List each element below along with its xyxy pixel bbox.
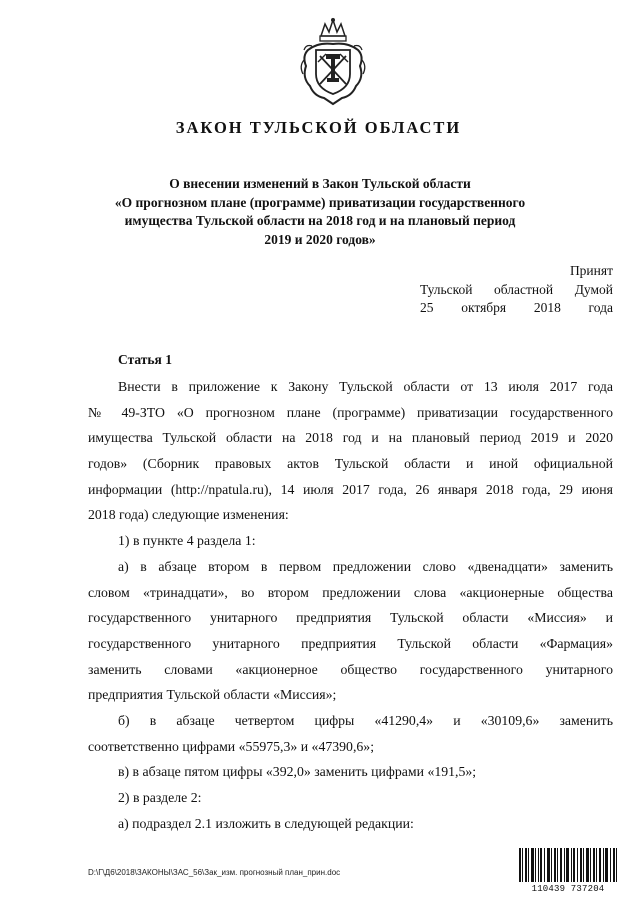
adoption-block — [420, 262, 613, 318]
law-subject — [90, 175, 550, 249]
body-line: словом «тринадцати», во втором предложении слова «акционерные общества — [88, 584, 613, 600]
subject-line: имущества Тульской области на 2018 год и на плановый период — [124, 213, 516, 228]
article-body — [88, 374, 613, 836]
body-line: 2018 года) следующие изменения: — [88, 507, 289, 523]
subject-line: «О прогнозном плане (программе) приватизации государственного — [114, 194, 526, 210]
body-line: 1) в пункте 4 раздела 1: — [118, 533, 256, 549]
body-line: имущества Тульской области на 2018 год и на плановый период 2019 и 2020 — [88, 430, 613, 446]
barcode-icon — [518, 848, 618, 882]
body-line: предприятия Тульской области «Миссия»; — [88, 687, 337, 703]
body-line: в) в абзаце пятом цифры «392,0» заменить цифрами «191,5»; — [118, 764, 477, 780]
adoption-date — [420, 299, 613, 318]
body-line: соответственно цифрами «55975,3» и «47390,6»; — [88, 738, 375, 754]
adoption-day: 25 — [420, 300, 434, 315]
body-line: 2) в разделе 2: — [118, 790, 202, 805]
adopted-label: Принят — [569, 263, 613, 278]
law-title: ЗАКОН ТУЛЬСКОЙ ОБЛАСТИ — [175, 118, 462, 137]
body-line: заменить словами «акционерное общество государственного унитарного — [88, 661, 613, 677]
barcode-number: 110439 737204 — [531, 884, 605, 894]
barcode — [518, 848, 618, 894]
body-line: № 49-ЗТО «О прогнозном плане (программе) приватизации государственного — [88, 404, 613, 420]
body-line: государственного унитарного предприятия Тульской области «Фармация» — [88, 635, 613, 651]
article-heading: Статья 1 — [118, 352, 172, 367]
adoption-year: 2018 — [533, 300, 561, 315]
adopted-by: Тульской областной Думой — [420, 281, 613, 297]
body-line: государственного унитарного предприятия Тульской области «Миссия» и — [88, 610, 613, 626]
body-line: а) подраздел 2.1 изложить в следующей редакции: — [118, 815, 414, 831]
body-line: б) в абзаце четвертом цифры «41290,4» и «30109,6» заменить — [118, 712, 613, 728]
body-line: Внести в приложение к Закону Тульской области от 13 июля 2017 года — [118, 379, 613, 394]
body-line: информации (http://npatula.ru), 14 июля 2017 года, 26 января 2018 года, 29 июня — [88, 481, 613, 497]
body-line: годов» (Сборник правовых актов Тульской области и иной официальной — [88, 456, 613, 472]
tula-coat-of-arms-icon — [298, 16, 368, 108]
subject-line: О внесении изменений в Закон Тульской области — [169, 176, 471, 191]
file-path-footer: D:\Г\Д6\2018\ЗАКОНЫ\ЗАС_56\Зак_изм. прогнозный план_прин.doc — [88, 868, 341, 877]
body-line: а) в абзаце втором в первом предложении слово «двенадцати» заменить — [118, 558, 613, 574]
adoption-month: октября — [461, 300, 507, 315]
subject-line: 2019 и 2020 годов» — [264, 231, 376, 247]
adoption-year-word: года — [588, 300, 613, 315]
